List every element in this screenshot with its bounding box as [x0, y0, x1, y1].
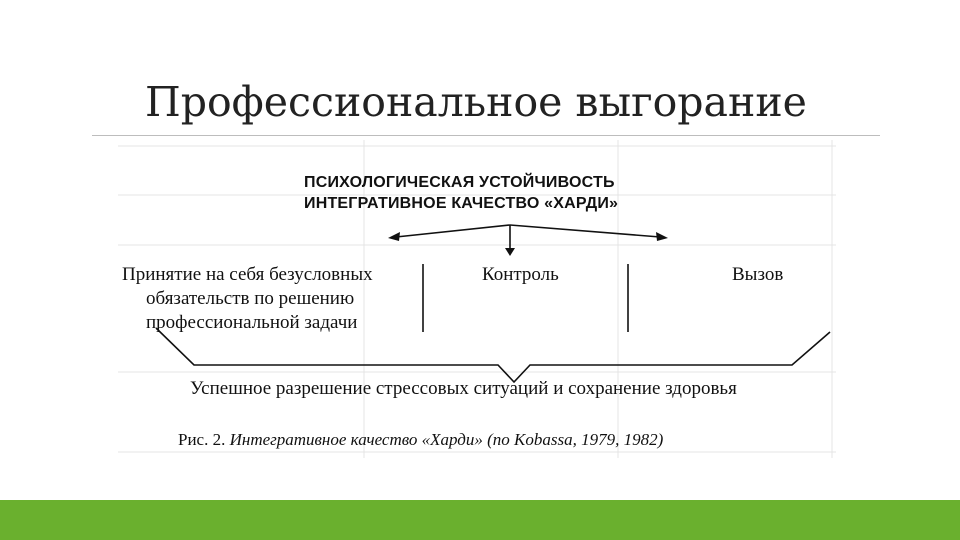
- title-divider: [92, 135, 880, 136]
- caption-source: (по Kobassa, 1979, 1982): [487, 430, 664, 449]
- caption-italic: Интегративное качество «Харди»: [229, 430, 483, 449]
- arrow-down-head: [505, 248, 515, 256]
- hardiness-diagram: [118, 140, 836, 458]
- figure-caption: [178, 430, 663, 450]
- component-challenge: Вызов: [732, 264, 784, 285]
- component-commitment-line-1: Принятие на себя безусловных: [122, 264, 373, 285]
- accent-bar: [0, 500, 960, 540]
- component-control: Контроль: [482, 264, 559, 285]
- heading-line-2: ИНТЕГРАТИВНОЕ КАЧЕСТВО «ХАРДИ»: [304, 195, 619, 212]
- caption-prefix: Рис. 2.: [178, 430, 226, 449]
- arrow-left-head: [388, 232, 400, 241]
- heading-line-1: ПСИХОЛОГИЧЕСКАЯ УСТОЙЧИВОСТЬ: [304, 174, 615, 191]
- component-commitment-line-3: профессиональной задачи: [146, 312, 358, 333]
- component-commitment-line-2: обязательств по решению: [146, 288, 355, 309]
- arrow-right-head: [656, 232, 668, 241]
- slide-title: Профессиональное выгорание: [145, 78, 807, 126]
- outcome-text: Успешное разрешение стрессовых ситуаций и сохранение здоровья: [190, 378, 737, 399]
